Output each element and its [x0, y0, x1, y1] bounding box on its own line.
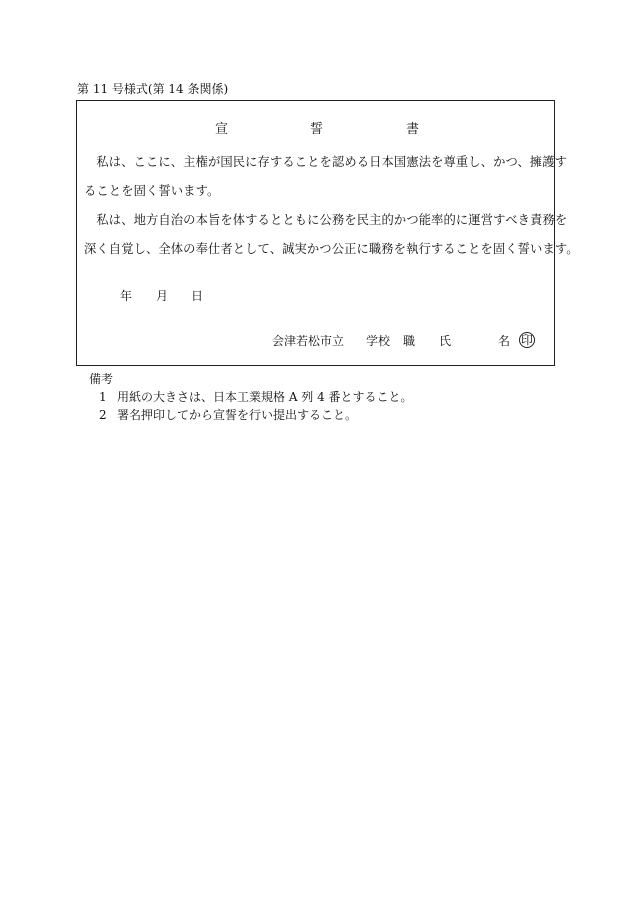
form-number: 第 11 号様式(第 14 条関係): [77, 82, 229, 96]
remark-item: [99, 388, 413, 405]
name-prefix-label: 氏: [439, 334, 452, 348]
document-title: [77, 118, 554, 137]
title-char-2: 誓: [310, 122, 324, 137]
remark-text: 用紙の大きさは、日本工業規格 A 列 4 番とすること。: [117, 390, 413, 404]
oath-paragraph-2-line-2: 深く自覚し、全体の奉仕者として、誠実かつ公正に職務を執行することを固く誓います。: [84, 242, 579, 256]
position-label: 職: [403, 334, 416, 348]
title-char-3: 書: [406, 122, 420, 137]
title-char-1: 宣: [215, 122, 229, 137]
school-label: 学校: [366, 334, 391, 348]
remark-text: 署名押印してから宣誓を行い提出すること。: [117, 408, 358, 422]
date-year-label: 年: [120, 289, 133, 303]
date-line: [77, 287, 554, 303]
date-day-label: 日: [191, 289, 204, 303]
date-month-label: 月: [156, 289, 169, 303]
signature-line: [77, 332, 554, 350]
oath-paragraph-2-line-1: 私は、地方自治の本旨を体するとともに公務を民主的かつ能率的に運営すべき責務を: [84, 213, 568, 227]
seal-mark: 印: [520, 333, 533, 347]
oath-document-box: [76, 100, 579, 366]
oath-paragraph-1-line-2: ることを固く誓います。: [84, 184, 220, 198]
remarks-title: 備考: [89, 372, 114, 386]
name-suffix-label: 名: [498, 334, 511, 348]
city-school-label: 会津若松市立: [272, 334, 345, 348]
remark-number: 2: [99, 408, 107, 422]
oath-paragraph-1-line-1: 私は、ここに、主権が国民に存することを認める日本国憲法を尊重し、かつ、擁護す: [84, 155, 567, 169]
remark-number: 1: [99, 390, 107, 404]
remark-item: [99, 406, 357, 423]
